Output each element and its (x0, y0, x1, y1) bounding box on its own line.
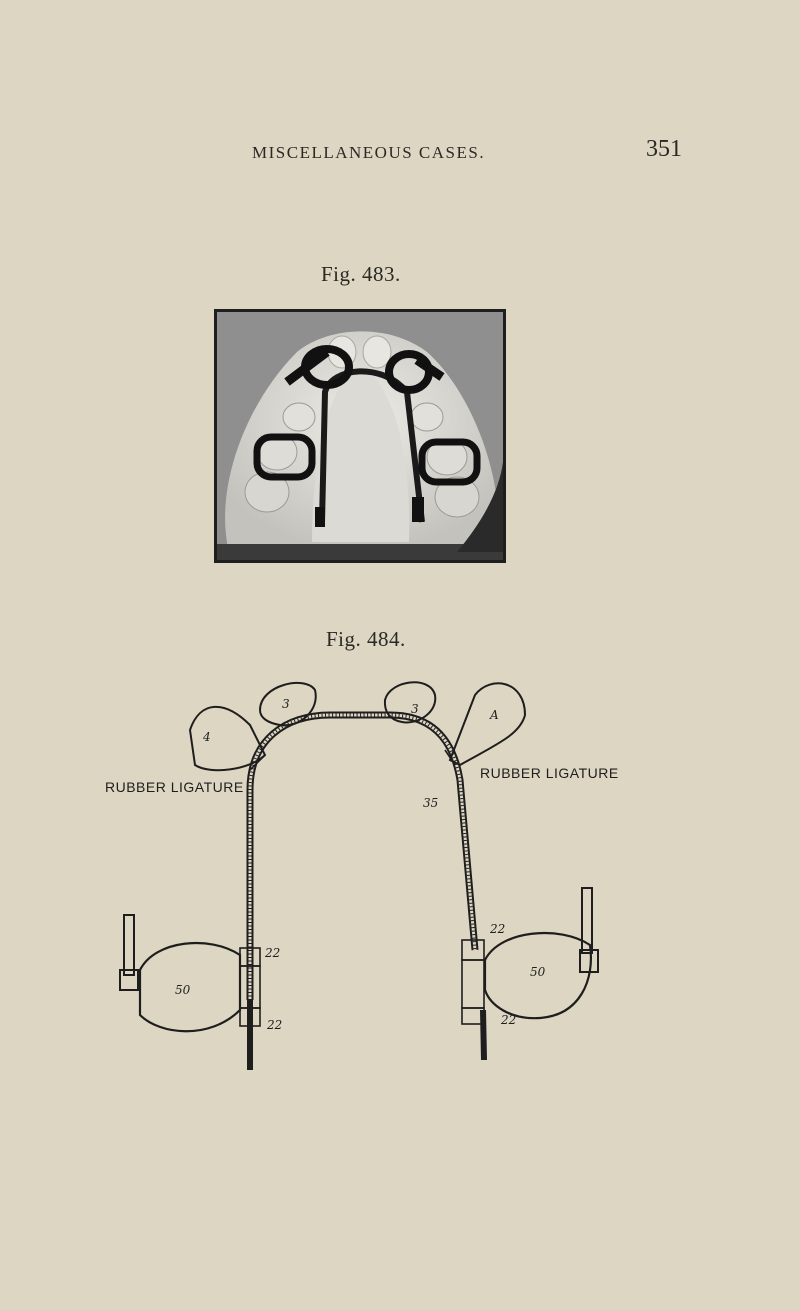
mark-22-left-upper: 22 (265, 946, 281, 960)
dental-cast-photo (217, 312, 503, 560)
figure-484-diagram (100, 670, 660, 1090)
mark-3-left: 3 (282, 697, 290, 711)
mark-22-right-lower: 22 (501, 1013, 517, 1027)
mark-A: A (490, 708, 499, 722)
figure-484-caption: Fig. 484. (326, 627, 406, 651)
page-number: 351 (646, 136, 682, 162)
mark-22-left-lower: 22 (267, 1018, 283, 1032)
mark-22-right-upper: 22 (490, 922, 506, 936)
mark-35: 35 (423, 796, 439, 810)
mark-4: 4 (203, 730, 211, 744)
rubber-ligature-label-left: RUBBER LIGATURE (105, 779, 244, 795)
mark-3-right: 3 (411, 702, 419, 716)
figure-483-caption: Fig. 483. (321, 262, 401, 286)
mark-50-right: 50 (530, 965, 546, 979)
running-head: MISCELLANEOUS CASES. (252, 143, 486, 162)
rubber-ligature-label-right: RUBBER LIGATURE (480, 765, 619, 781)
figure-483-photo (214, 309, 506, 563)
mark-50-left: 50 (175, 983, 191, 997)
